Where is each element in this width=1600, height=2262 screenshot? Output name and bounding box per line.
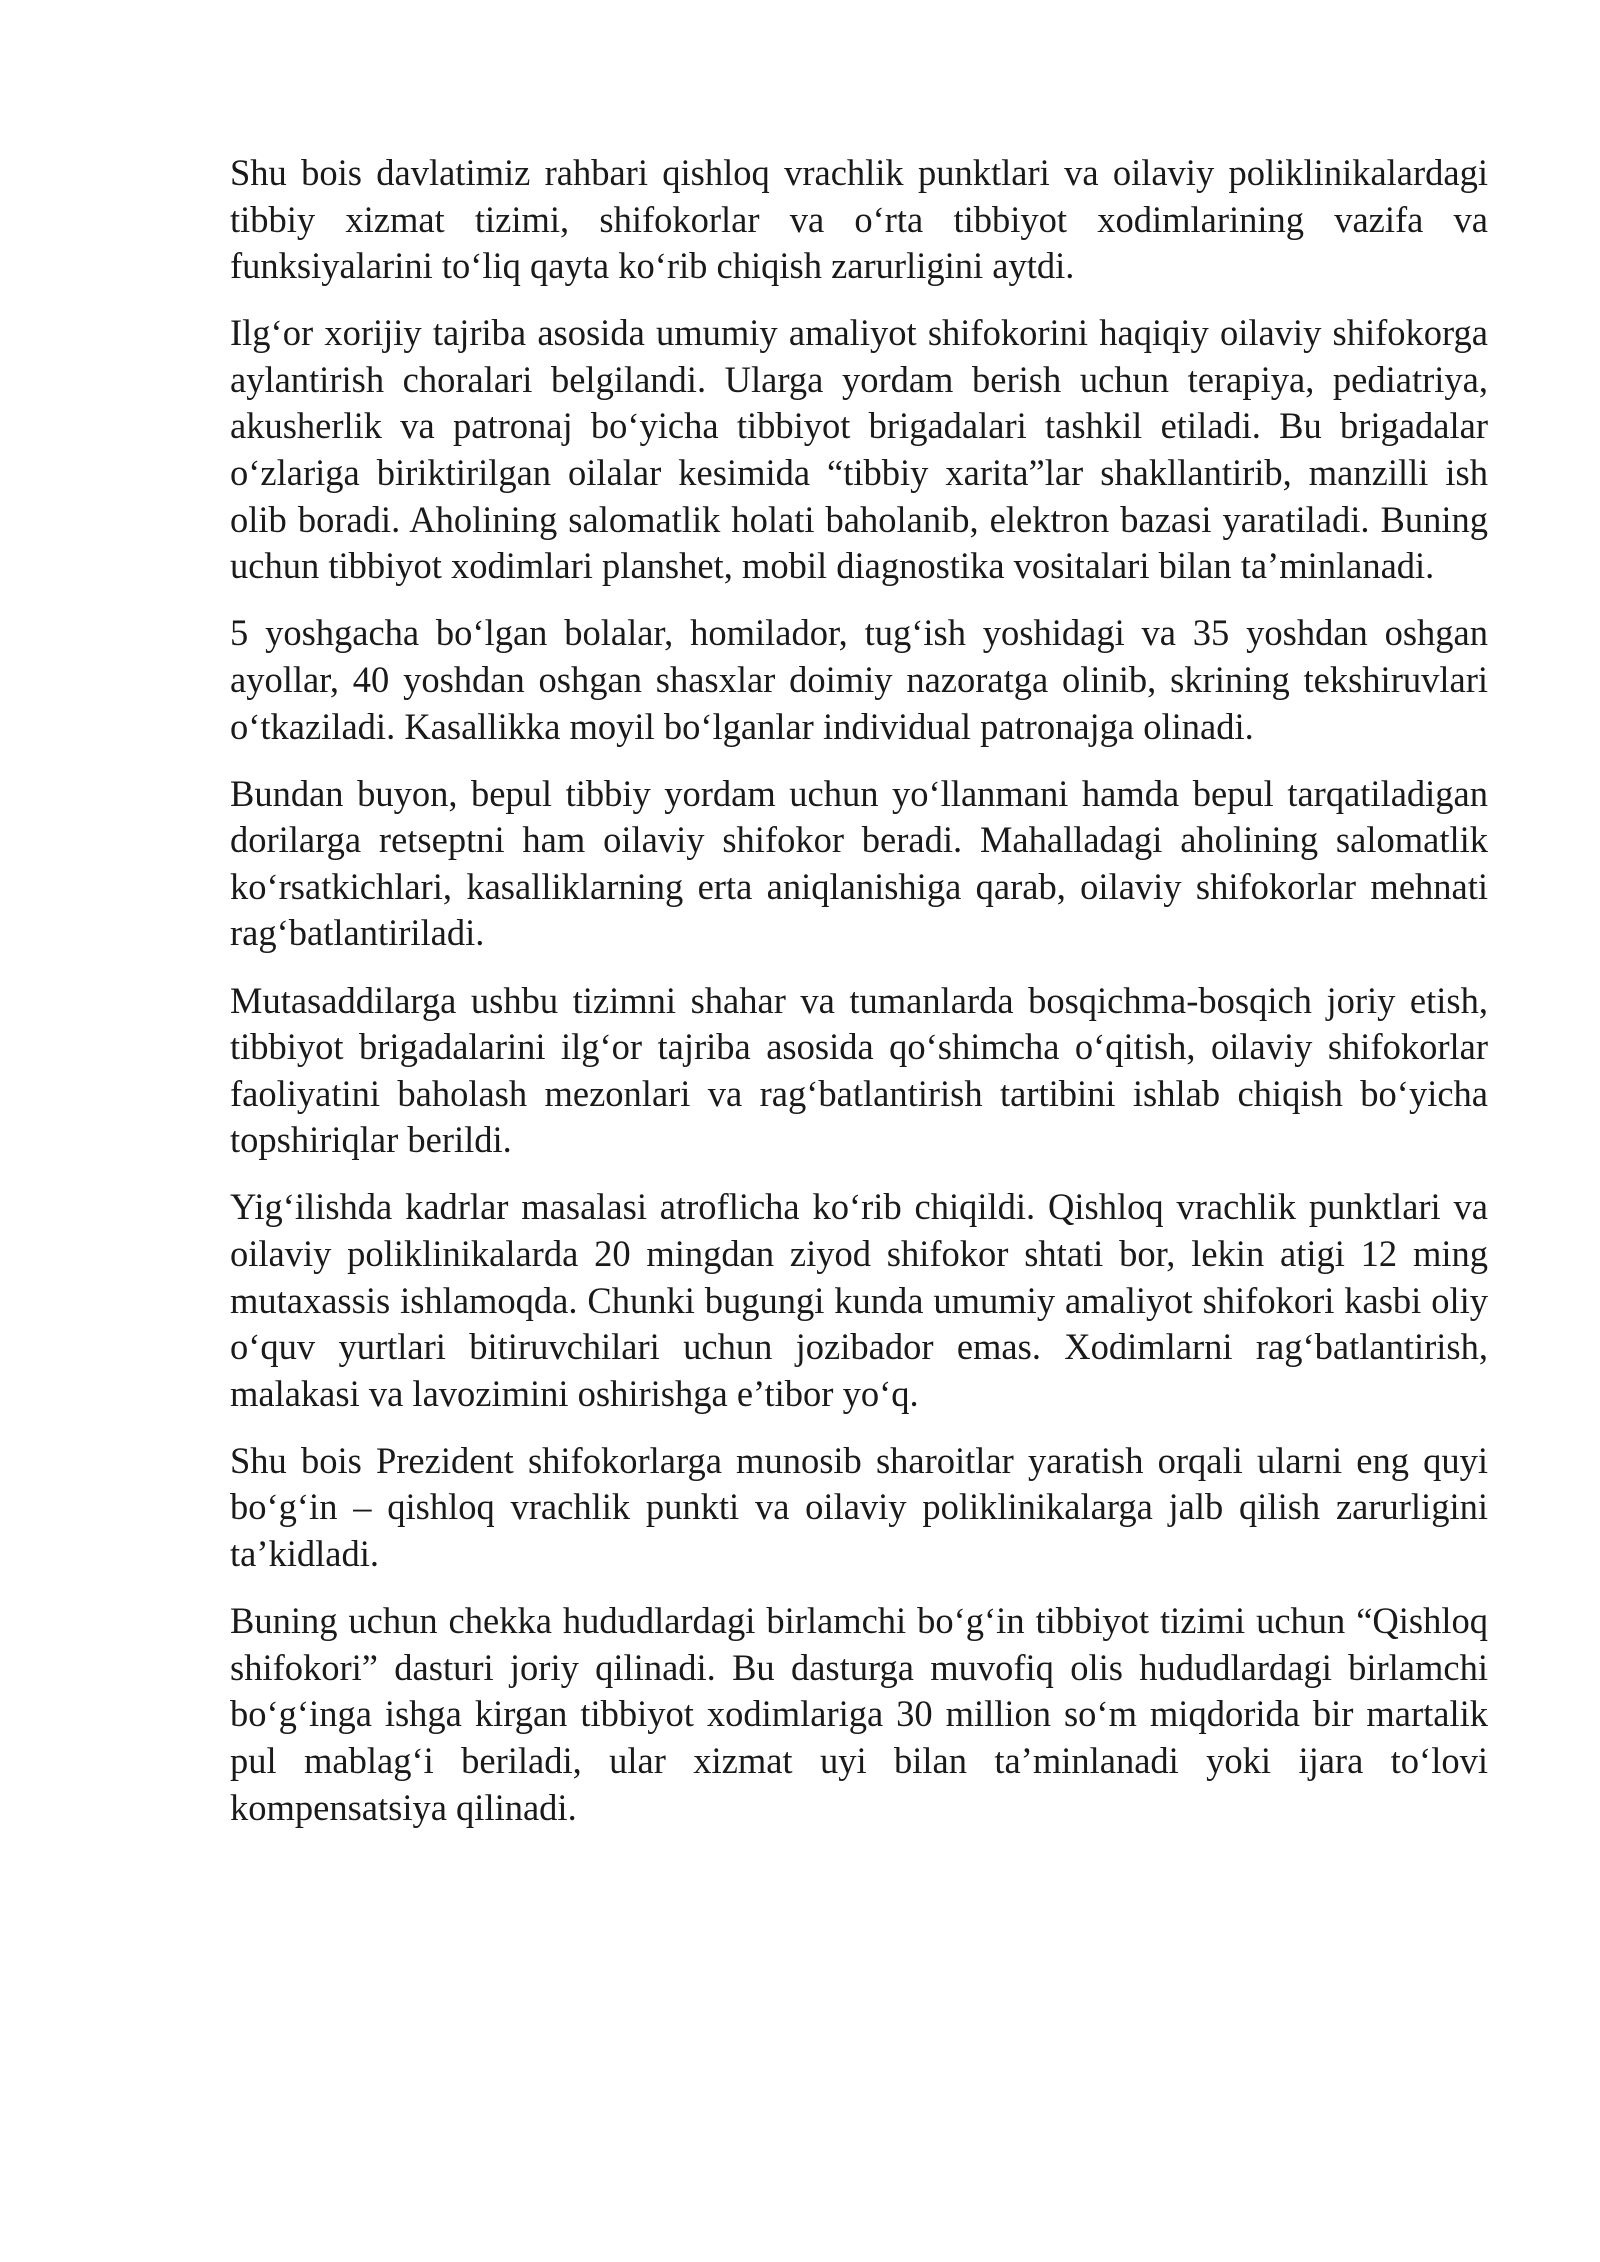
paragraph-6: Yig‘ilishda kadrlar masalasi atroflicha ko‘rib chiqildi. Qishloq vrachlik punktlari va oilaviy poliklinikalarda 20 mingdan ziyod shifokor shtati bor, lekin atigi 12 ming mutaxassis ishlamoqda. Chunki bugungi kunda umumiy amaliyot shifokori kasbi oliy o‘quv yurtlari bitiruvchilari uchun jozibador emas. Xodimlarni rag‘batlantirish, malakasi va lavozimini oshirishga e’tibor yo‘q. — [230, 1186, 1488, 1414]
paragraph-8: Buning uchun chekka hududlardagi birlamchi bo‘g‘in tibbiyot tizimi uchun “Qishloq shifokori” dasturi joriy qilinadi. Bu dasturga muvofiq olis hududlardagi birlamchi bo‘g‘inga ishga kirgan tibbiyot xodimlariga 30 million so‘m miqdorida bir martalik pul mablag‘i beriladi, ular xizmat uyi bilan ta’minlanadi yoki ijara to‘lovi kompensatsiya qilinadi. — [230, 1600, 1488, 1828]
paragraph-2: Ilg‘or xorijiy tajriba asosida umumiy amaliyot shifokorini haqiqiy oilaviy shifokorga aylantirish choralari belgilandi. Ularga yordam berish uchun terapiya, pediatriya, akusherlik va patronaj bo‘yicha tibbiyot brigadalari tashkil etiladi. Bu brigadalar o‘zlariga biriktirilgan oilalar kesimida “tibbiy xarita”lar shakllantirib, manzilli ish olib boradi. Aholining salomatlik holati baholanib, elektron bazasi yaratiladi. Buning uchun tibbiyot xodimlari planshet, mobil diagnostika vositalari bilan ta’minlanadi. — [230, 312, 1488, 587]
paragraph-3: 5 yoshgacha bo‘lgan bolalar, homilador, tug‘ish yoshidagi va 35 yoshdan oshgan ayollar, 40 yoshdan oshgan shasxlar doimiy nazoratga olinib, skrining tekshiruvlari o‘tkaziladi. Kasallikka moyil bo‘lganlar individual patronajga olinadi. — [230, 612, 1488, 747]
paragraph-4: Bundan buyon, bepul tibbiy yordam uchun yo‘llanmani hamda bepul tarqatiladigan dorilarga retseptni ham oilaviy shifokor beradi. Mahalladagi aholining salomatlik ko‘rsatkichlari, kasalliklarning erta aniqlanishiga qarab, oilaviy shifokorlar mehnati rag‘batlantiriladi. — [230, 772, 1488, 954]
paragraph-5: Mutasaddilarga ushbu tizimni shahar va tumanlarda bosqichma-bosqich joriy etish, tibbiyot brigadalarini ilg‘or tajriba asosida qo‘shimcha o‘qitish, oilaviy shifokorlar faoliyatini baholash mezonlari va rag‘batlantirish tartibini ishlab chiqish bo‘yicha topshiriqlar berildi. — [230, 979, 1488, 1161]
document-page — [230, 150, 1488, 1852]
paragraph-7: Shu bois Prezident shifokorlarga munosib sharoitlar yaratish orqali ularni eng quyi bo‘g‘in – qishloq vrachlik punkti va oilaviy poliklinikalarga jalb qilish zarurligini ta’kidladi. — [230, 1439, 1488, 1575]
paragraph-1: Shu bois davlatimiz rahbari qishloq vrachlik punktlari va oilaviy poliklinikalardagi tibbiy xizmat tizimi, shifokorlar va o‘rta tibbiyot xodimlarining vazifa va funksiyalarini to‘liq qayta ko‘rib chiqish zarurligini aytdi. — [230, 152, 1488, 287]
